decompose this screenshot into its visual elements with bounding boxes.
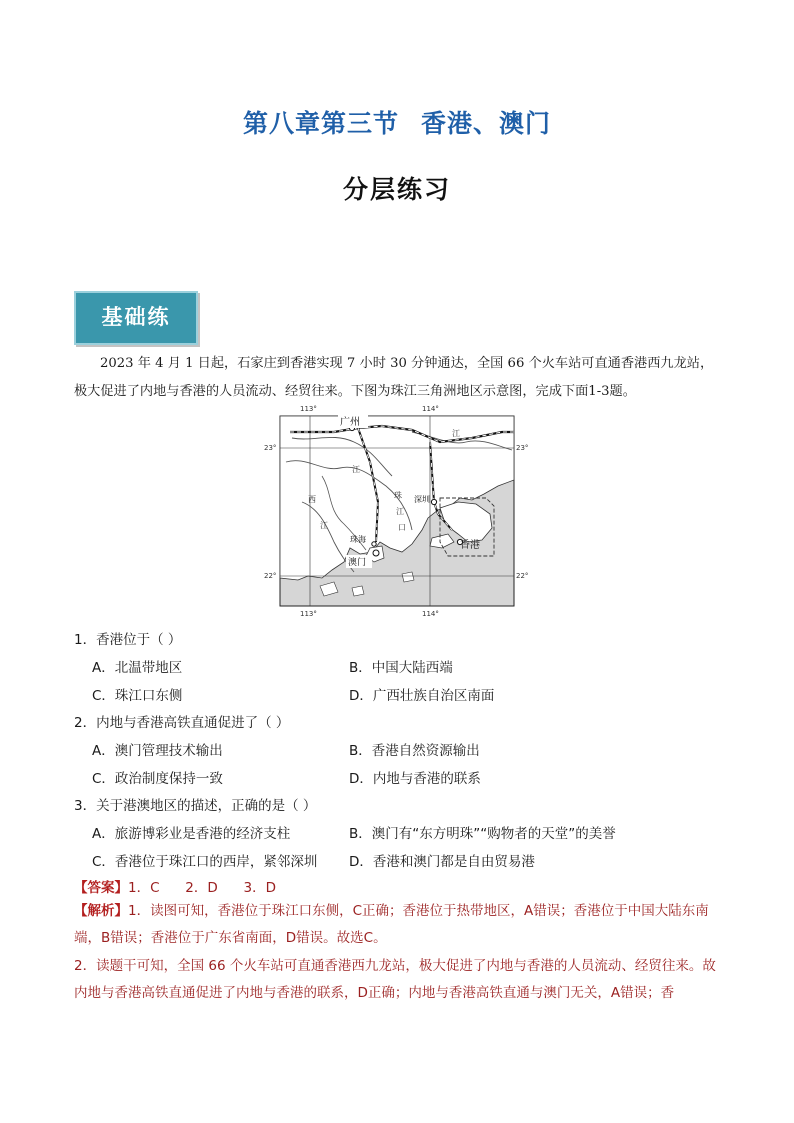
shenzhen-marker: [431, 499, 436, 504]
explanation-tag: 【解析】: [74, 903, 128, 919]
lat-label-22-right: 22°: [516, 572, 529, 580]
question-2-option-a[interactable]: A．澳门管理技术输出: [92, 743, 223, 759]
answer-line: [74, 876, 724, 896]
lat-label-22-left: 22°: [264, 572, 277, 580]
river-char-2: 江: [352, 465, 360, 474]
question-2-option-c[interactable]: C．政治制度保持一致: [92, 771, 223, 787]
title-topic: 香港、澳门: [421, 109, 552, 138]
lon-label-114-bottom: 114°: [422, 610, 439, 618]
question-3-option-c[interactable]: C．香港位于珠江口的西岸，紧邻深圳: [92, 854, 318, 870]
place-label-shenzhen: 深圳: [414, 495, 430, 504]
question-2-option-d[interactable]: D．内地与香港的联系: [349, 771, 481, 787]
intro-paragraph: 2023 年 4 月 1 日起，石家庄到香港实现 7 小时 30 分钟通达，全国 66 个火车站可直通香港西九龙站，极大促进了内地与香港的人员流动、经贸往来。下图为珠江三角洲地区示意图，完成下面1-3题。: [74, 356, 714, 399]
place-label-zhuhai: 珠海: [350, 535, 366, 544]
lon-label-113-top: 113°: [300, 405, 317, 413]
place-label-guangzhou: 广州: [340, 417, 360, 428]
section-badge: 基础练: [74, 291, 198, 345]
answer-tag: 【答案】: [74, 880, 128, 896]
zhuhai-marker: [372, 542, 376, 546]
river-char-1: 江: [452, 429, 460, 438]
explanation-paragraph-2: 2．读题干可知，全国 66 个火车站可直通香港西九龙站，极大促进了内地与香港的人员流动、经贸往来。故内地与香港高铁直通促进了内地与香港的联系，D正确；内地与香港高铁直通与澳门无关，A错误；香: [74, 958, 716, 1001]
question-1-option-b[interactable]: B．中国大陆西端: [349, 660, 453, 676]
question-1-stem: 1．香港位于（ ）: [74, 632, 182, 648]
pearl-river-delta-map: [262, 402, 534, 620]
river-char-4: 江: [320, 521, 328, 530]
lat-label-23-left: 23°: [264, 444, 277, 452]
question-3-option-d[interactable]: D．香港和澳门都是自由贸易港: [349, 854, 535, 870]
question-3-stem: 3．关于港澳地区的描述，正确的是（ ）: [74, 798, 317, 814]
explanation-paragraph-1: [74, 898, 728, 952]
question-1-option-a[interactable]: A．北温带地区: [92, 660, 183, 676]
macau-marker: [373, 550, 379, 556]
river-char-5: 珠: [394, 491, 402, 500]
lon-label-114-top: 114°: [422, 405, 439, 413]
river-char-7: 口: [398, 523, 406, 532]
question-2-option-b[interactable]: B．香港自然资源输出: [349, 743, 480, 759]
question-1-option-c[interactable]: C．珠江口东侧: [92, 688, 183, 704]
title-chapter: 第八章第三节: [242, 109, 399, 138]
question-2-stem: 2．内地与香港高铁直通促进了（ ）: [74, 715, 290, 731]
question-3-option-a[interactable]: A．旅游博彩业是香港的经济支柱: [92, 826, 291, 842]
answer-text: 1．C 2．D 3．D: [128, 880, 276, 896]
place-label-hongkong: 香港: [460, 540, 480, 551]
explanation-text-1: 1．读图可知，香港位于珠江口东侧，C正确；香港位于热带地区，A错误；香港位于中国大陆东南端，B错误；香港位于广东省南面，D错误。故选C。: [74, 903, 709, 946]
lon-label-113-bottom: 113°: [300, 610, 317, 618]
place-label-macau: 澳门: [348, 558, 367, 568]
river-char-6: 江: [396, 507, 404, 516]
river-char-3: 西: [308, 495, 316, 504]
page-subtitle: 分层练习: [342, 175, 451, 204]
lat-label-23-right: 23°: [516, 444, 529, 452]
question-1-option-d[interactable]: D．广西壮族自治区南面: [349, 688, 495, 704]
page-title: [0, 104, 794, 140]
question-3-option-b[interactable]: B．澳门有“东方明珠”“购物者的天堂”的美誉: [349, 826, 616, 842]
